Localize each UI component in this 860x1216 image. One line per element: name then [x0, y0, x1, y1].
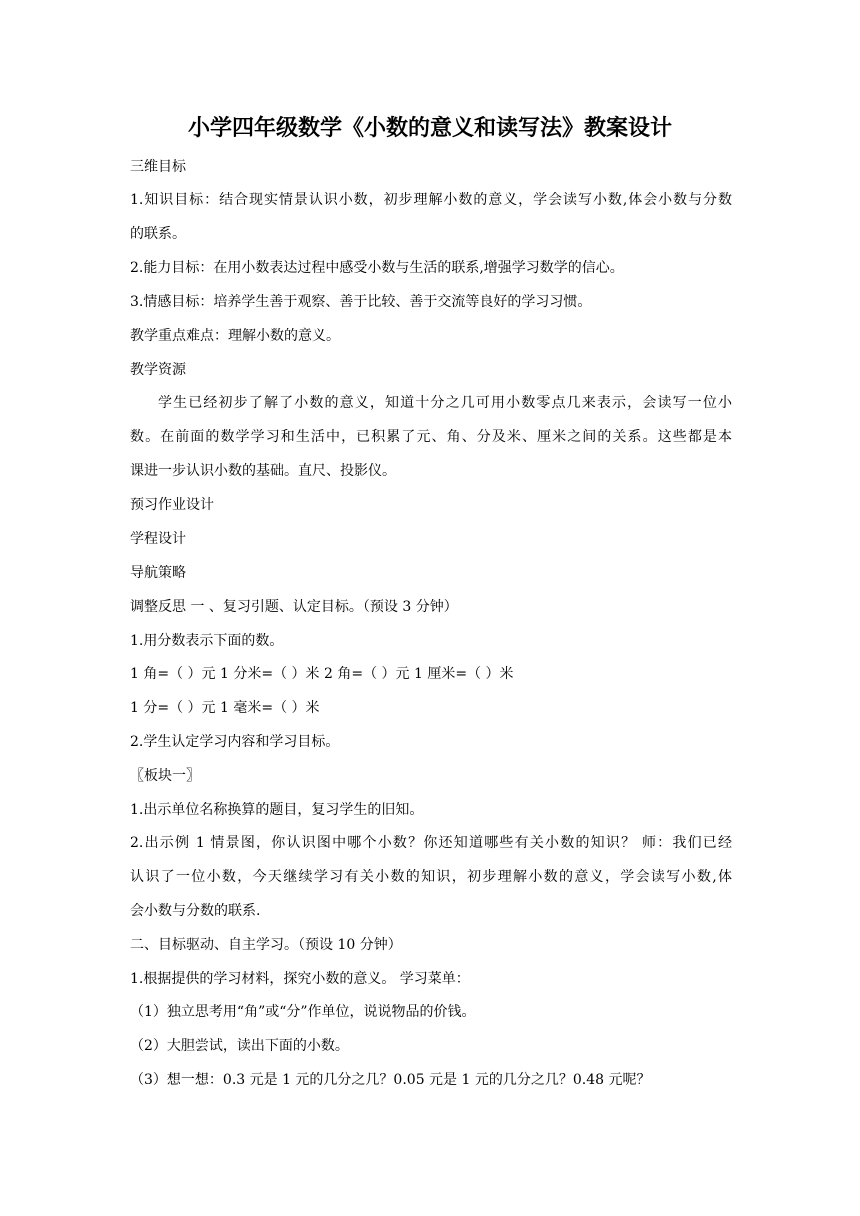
- section-heading-goals: 三维目标: [130, 159, 186, 175]
- paragraph-line: 认识了一位小数，今天继续学习有关小数的知识，初步理解小数的意义，学会读写小数,体: [130, 869, 732, 885]
- paragraph-line: 2.出示例 1 情景图，你认识图中哪个小数？你还知道哪些有关小数的知识？ 师：我们已经: [130, 835, 732, 851]
- paragraph-line: 课进一步认识小数的基础。直尺、投影仪。: [130, 463, 396, 479]
- section-heading-strategy: 导航策略: [130, 565, 186, 581]
- paragraph-line: 学生已经初步了解了小数的意义，知道十分之几可用小数零点几来表示，会读写一位小: [158, 395, 732, 411]
- paragraph-line: 数。在前面的数学学习和生活中，已积累了元、角、分及米、厘米之间的关系。这些都是本: [130, 429, 732, 445]
- paragraph-line: 3.情感目标：培养学生善于观察、善于比较、善于交流等良好的学习习惯。: [130, 294, 592, 310]
- list-item: （2）大胆尝试，读出下面的小数。: [130, 1038, 349, 1054]
- section-heading-process: 学程设计: [130, 531, 186, 547]
- block-heading: 〖板块一〗: [130, 768, 200, 784]
- paragraph-line: 1.根据提供的学习材料，探究小数的意义。 学习菜单：: [130, 971, 470, 987]
- paragraph-line: 2.学生认定学习内容和学习目标。: [130, 734, 340, 750]
- paragraph-line: 1.用分数表示下面的数。: [130, 633, 284, 649]
- list-item: （1）独立思考用“角”或“分”作单位，说说物品的价钱。: [130, 1004, 476, 1020]
- paragraph-line: 会小数与分数的联系.: [130, 903, 261, 919]
- exercise-line: 1 分=（ ）元 1 毫米=（ ）米: [130, 700, 320, 716]
- document-title: 小学四年级数学《小数的意义和读写法》教案设计: [187, 116, 672, 141]
- paragraph-line: 教学重点难点：理解小数的意义。: [130, 328, 340, 344]
- section-heading-preview: 预习作业设计: [130, 497, 214, 513]
- list-item: （3）想一想：0.3 元是 1 元的几分之几？0.05 元是 1 元的几分之几？0.48 元呢？: [130, 1072, 651, 1088]
- paragraph-line: 二、目标驱动、自主学习。（预设 10 分钟）: [130, 937, 402, 953]
- exercise-line: 1 角=（ ）元 1 分米=（ ）米 2 角=（ ）元 1 厘米=（ ）米: [130, 666, 514, 682]
- section-heading-resources: 教学资源: [130, 362, 186, 378]
- paragraph-line: 1.出示单位名称换算的题目，复习学生的旧知。: [130, 802, 424, 818]
- paragraph-line: 调整反思 一 、复习引题、认定目标。（预设 3 分钟）: [130, 599, 458, 615]
- paragraph-line: 1.知识目标：结合现实情景认识小数，初步理解小数的意义，学会读写小数,体会小数与分数: [130, 192, 732, 208]
- paragraph-line: 的联系。: [130, 226, 186, 242]
- paragraph-line: 2.能力目标：在用小数表达过程中感受小数与生活的联系,增强学习数学的信心。: [130, 260, 624, 276]
